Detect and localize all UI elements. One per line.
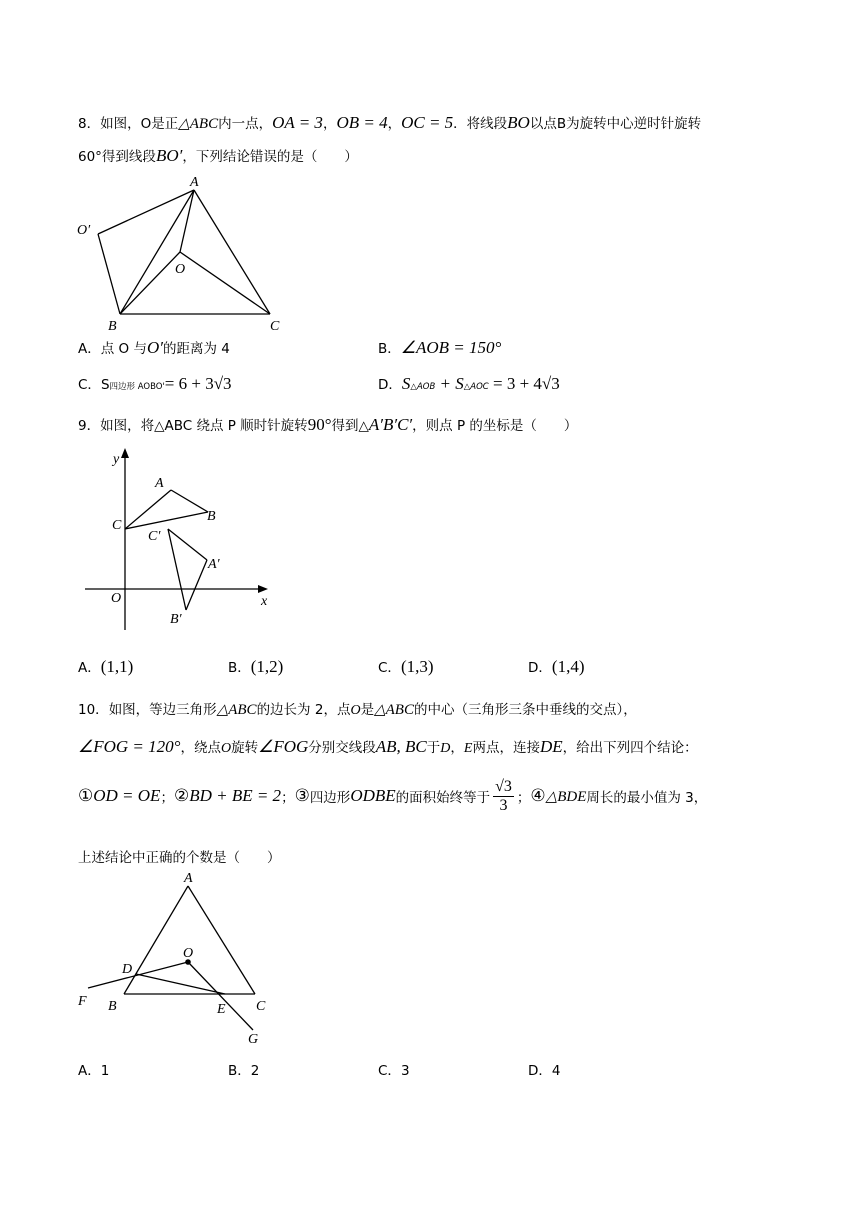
q10-conclusion-4-num: ④ bbox=[530, 786, 546, 807]
q9-option-B-value: (1,2) bbox=[250, 657, 284, 676]
q9-option-C-key: C． bbox=[378, 660, 401, 676]
q9-option-A[interactable] bbox=[78, 656, 133, 677]
q9-option-B-key: B． bbox=[228, 660, 251, 676]
q9-label-O: O bbox=[111, 591, 122, 606]
q8-option-C-math: = 6 + 3√3 bbox=[164, 374, 232, 393]
q8-option-C-s: S bbox=[100, 377, 110, 393]
q8-comma: ， bbox=[322, 116, 337, 132]
q10-angle-fog: ∠FOG = 120° bbox=[78, 737, 181, 756]
q9-option-D[interactable] bbox=[528, 656, 584, 677]
q8-option-D-plus: + S bbox=[435, 374, 464, 393]
q8-label-O: O bbox=[175, 262, 186, 277]
q9-option-D-value: (1,4) bbox=[551, 657, 585, 676]
q9-text: 得到△ bbox=[331, 418, 369, 434]
q10-number: 10． bbox=[78, 702, 109, 718]
q9-text: 如图，将△ABC 绕点 P 顺时针旋转 bbox=[100, 418, 308, 434]
q8-option-C[interactable] bbox=[78, 373, 232, 394]
q10-label-C: C bbox=[256, 999, 266, 1014]
q8-option-B-math: ∠AOB = 150° bbox=[400, 338, 502, 357]
q10-text: 分别交线段 bbox=[308, 740, 376, 756]
q8-option-D[interactable] bbox=[378, 373, 560, 394]
q10-point-d: D bbox=[440, 741, 451, 756]
q8-option-B[interactable] bbox=[378, 337, 501, 358]
q10-option-C[interactable] bbox=[378, 1059, 410, 1079]
q8-text: 如图，O是正 bbox=[100, 116, 179, 132]
q9-label-A: A bbox=[155, 476, 164, 491]
q10-option-D-key: D． bbox=[528, 1063, 552, 1079]
q8-option-D-math: = 3 + 4√3 bbox=[488, 374, 560, 393]
q10-point-o: O bbox=[220, 741, 232, 756]
q10-conclusion-4-text: 周长的最小值为 3， bbox=[586, 790, 708, 807]
q10-angle-fog2: ∠FOG bbox=[258, 737, 309, 756]
q8-option-D-sub2: △AOC bbox=[463, 382, 489, 392]
q10-option-A[interactable] bbox=[78, 1059, 109, 1079]
q10-text: 的中心（三角形三条中垂线的交点）， bbox=[413, 702, 637, 718]
q8-option-C-key: C． bbox=[78, 377, 101, 393]
q10-fraction-denominator: 3 bbox=[499, 796, 508, 814]
q9-label-B-prime: B′ bbox=[170, 612, 182, 627]
q10-triangle: △ABC bbox=[216, 702, 257, 718]
q10-point-e: E bbox=[463, 741, 473, 756]
q9-triangle-prime: A′B′C′ bbox=[368, 415, 413, 434]
q9-text: ，则点 P 的坐标是（ ） bbox=[412, 418, 578, 434]
q8-line2 bbox=[78, 145, 358, 166]
q10-label-O: O bbox=[183, 946, 194, 961]
q10-text: ，绕点 bbox=[180, 740, 221, 756]
q10-conclusion-3-num: ③ bbox=[294, 786, 310, 807]
q10-option-B-key: B． bbox=[228, 1063, 251, 1079]
q10-segment-de: DE bbox=[539, 737, 563, 756]
q9-label-B: B bbox=[207, 509, 216, 524]
q10-fraction-numerator: √3 bbox=[495, 778, 512, 795]
q8-bo-prime: BO′ bbox=[155, 146, 183, 165]
q8-ob: OB = 4 bbox=[336, 113, 388, 132]
q8-triangle: △ABC bbox=[178, 116, 219, 132]
q8-text: 以点B为旋转中心逆时针旋转 bbox=[529, 116, 702, 132]
q10-text: ，给出下列四个结论： bbox=[562, 740, 698, 756]
q10-label-B: B bbox=[108, 999, 117, 1014]
q10-text: 是 bbox=[360, 702, 375, 718]
q8-oc: OC = 5 bbox=[401, 113, 454, 132]
q10-line3 bbox=[78, 778, 707, 814]
q8-option-D-s1: S bbox=[401, 374, 411, 393]
q8-line1 bbox=[78, 112, 701, 133]
q8-text: ，下列结论错误的是（ ） bbox=[182, 149, 358, 165]
q10-point-o: O bbox=[350, 703, 361, 718]
q10-triangle-bde: △BDE bbox=[545, 788, 587, 805]
q10-text: 的边长为 2，点 bbox=[256, 702, 351, 718]
q8-label-C: C bbox=[270, 319, 280, 334]
q9-number: 9． bbox=[78, 418, 101, 434]
q10-conclusion-3-text: 四边形 bbox=[309, 790, 351, 807]
q9-figure bbox=[80, 445, 280, 635]
q10-sep: ； bbox=[160, 790, 174, 807]
q9-label-A-prime: A′ bbox=[208, 557, 220, 572]
q8-option-D-sub1: △AOB bbox=[410, 382, 436, 392]
q10-option-D[interactable] bbox=[528, 1059, 561, 1079]
q10-quad-odbe: ODBE bbox=[350, 786, 396, 806]
q9-option-A-value: (1,1) bbox=[100, 657, 134, 676]
q10-conclusion-1-num: ① bbox=[78, 786, 94, 807]
q10-label-F: F bbox=[78, 994, 87, 1009]
q9-label-x: x bbox=[261, 594, 268, 609]
q10-option-A-value: 1 bbox=[100, 1063, 110, 1079]
q10-text: ， bbox=[450, 740, 464, 756]
q8-option-C-sub: 四边形 AOBO' bbox=[109, 382, 165, 392]
q9-label-C: C bbox=[112, 518, 122, 533]
q8-option-A-oprime: O′ bbox=[146, 338, 163, 357]
q10-label-A: A bbox=[184, 871, 193, 886]
q8-figure bbox=[70, 170, 290, 335]
q10-line4 bbox=[78, 846, 281, 866]
q10-sep: ； bbox=[281, 790, 295, 807]
q8-number: 8． bbox=[78, 116, 101, 132]
q9-option-D-key: D． bbox=[528, 660, 552, 676]
q10-fraction bbox=[493, 778, 514, 814]
q8-option-A[interactable] bbox=[78, 337, 230, 358]
q10-conclusion-2: BD + BE = 2 bbox=[189, 786, 282, 806]
q8-label-A: A bbox=[190, 175, 199, 190]
q10-sep: ； bbox=[516, 790, 531, 807]
q9-degree: 90° bbox=[307, 415, 332, 434]
q10-option-C-value: 3 bbox=[400, 1063, 410, 1079]
q10-text: 旋转 bbox=[231, 740, 259, 756]
q10-label-D: D bbox=[122, 962, 133, 977]
q9-label-C-prime: C′ bbox=[148, 529, 161, 544]
q10-conclusion-3-text: 的面积始终等于 bbox=[395, 790, 491, 807]
q8-text: 内一点， bbox=[218, 116, 273, 132]
q8-option-A-key: A． bbox=[78, 341, 101, 357]
q8-option-A-text: 点 O 与 bbox=[100, 341, 147, 357]
q8-option-B-key: B． bbox=[378, 341, 401, 357]
q9-option-B[interactable] bbox=[228, 656, 283, 677]
q10-text: 于 bbox=[426, 740, 441, 756]
q10-conclusion-1: OD = OE bbox=[93, 786, 161, 806]
q8-oa: OA = 3 bbox=[272, 113, 323, 132]
q8-option-A-tail: 的距离为 4 bbox=[162, 341, 230, 357]
q10-option-D-value: 4 bbox=[551, 1063, 561, 1079]
q10-figure bbox=[70, 870, 280, 1050]
q10-segments: AB, BC bbox=[375, 737, 427, 756]
q8-text: ．将线段 bbox=[453, 116, 508, 132]
q10-label-E: E bbox=[217, 1002, 226, 1017]
q10-option-C-key: C． bbox=[378, 1063, 401, 1079]
q10-option-A-key: A． bbox=[78, 1063, 101, 1079]
q10-option-B-value: 2 bbox=[250, 1063, 260, 1079]
q10-text: 如图，等边三角形 bbox=[108, 702, 217, 718]
q9-line1 bbox=[78, 414, 577, 435]
q10-triangle: △ABC bbox=[374, 702, 414, 718]
q8-comma: ， bbox=[387, 116, 402, 132]
q8-label-O-prime: O′ bbox=[77, 223, 91, 238]
q9-option-C[interactable] bbox=[378, 656, 434, 677]
q10-option-B[interactable] bbox=[228, 1059, 259, 1079]
q10-line2 bbox=[78, 736, 698, 757]
q10-conclusion-2-num: ② bbox=[173, 786, 190, 807]
q8-option-D-key: D． bbox=[378, 377, 402, 393]
q8-text: 60°得到线段 bbox=[78, 149, 156, 165]
q10-question: 上述结论中正确的个数是（ ） bbox=[78, 850, 281, 866]
q9-label-y: y bbox=[113, 452, 120, 467]
q8-label-B: B bbox=[108, 319, 117, 334]
q8-bo: BO bbox=[507, 113, 530, 132]
q10-label-G: G bbox=[248, 1032, 259, 1047]
q9-option-C-value: (1,3) bbox=[400, 657, 434, 676]
q9-option-A-key: A． bbox=[78, 660, 101, 676]
q10-text: 两点，连接 bbox=[472, 740, 540, 756]
q10-line1 bbox=[78, 698, 637, 719]
